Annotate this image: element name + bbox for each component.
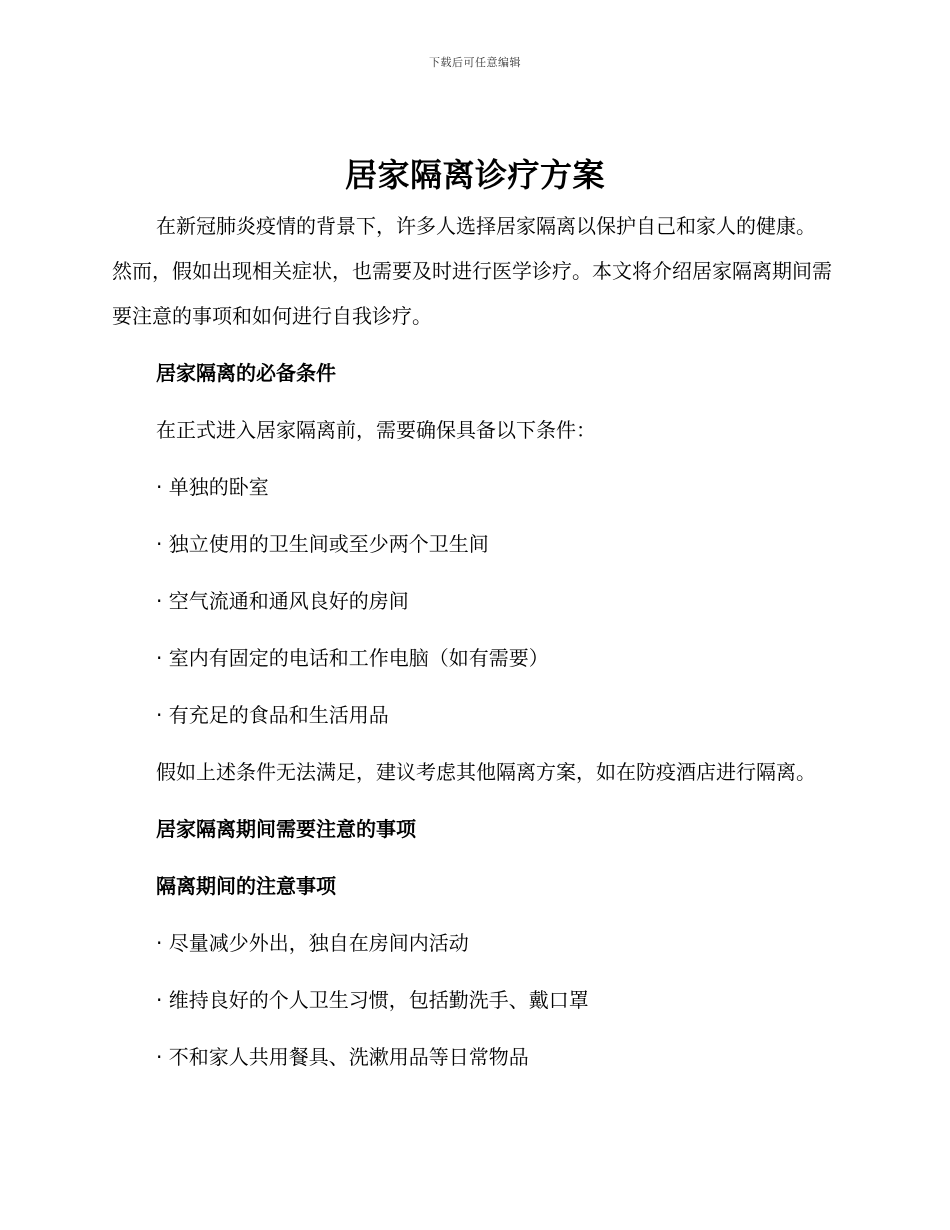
- subheading-precautions: 隔离期间的注意事项: [156, 874, 336, 898]
- precaution-item: · 不和家人共用餐具、洗漱用品等日常物品: [156, 1045, 529, 1069]
- requirements-lead: 在正式进入居家隔离前，需要确保具备以下条件：: [156, 418, 596, 442]
- requirement-item: · 室内有固定的电话和工作电脑（如有需要）: [156, 646, 549, 670]
- page-header-note: 下载后可任意编辑: [429, 56, 521, 69]
- intro-paragraph: 在新冠肺炎疫情的背景下，许多人选择居家隔离以保护自己和家人的健康。然而，假如出现相关症状，也需要及时进行医学诊疗。本文将介绍居家隔离期间需要注意的事项和如何进行自我诊疗。: [112, 214, 832, 328]
- document-title: 居家隔离诊疗方案: [344, 156, 605, 194]
- requirement-item: · 单独的卧室: [156, 475, 269, 499]
- requirement-item: · 空气流通和通风良好的房间: [156, 589, 409, 613]
- requirement-item: · 有充足的食品和生活用品: [156, 703, 389, 727]
- document-body: [112, 204, 832, 1092]
- alternative-note: 假如上述条件无法满足，建议考虑其他隔离方案，如在防疫酒店进行隔离。: [156, 760, 816, 784]
- section-heading-requirements: 居家隔离的必备条件: [156, 361, 336, 385]
- section-heading-precautions: 居家隔离期间需要注意的事项: [156, 817, 416, 841]
- precaution-item: · 维持良好的个人卫生习惯，包括勤洗手、戴口罩: [156, 988, 589, 1012]
- precaution-item: · 尽量减少外出，独自在房间内活动: [156, 931, 469, 955]
- requirement-item: · 独立使用的卫生间或至少两个卫生间: [156, 532, 489, 556]
